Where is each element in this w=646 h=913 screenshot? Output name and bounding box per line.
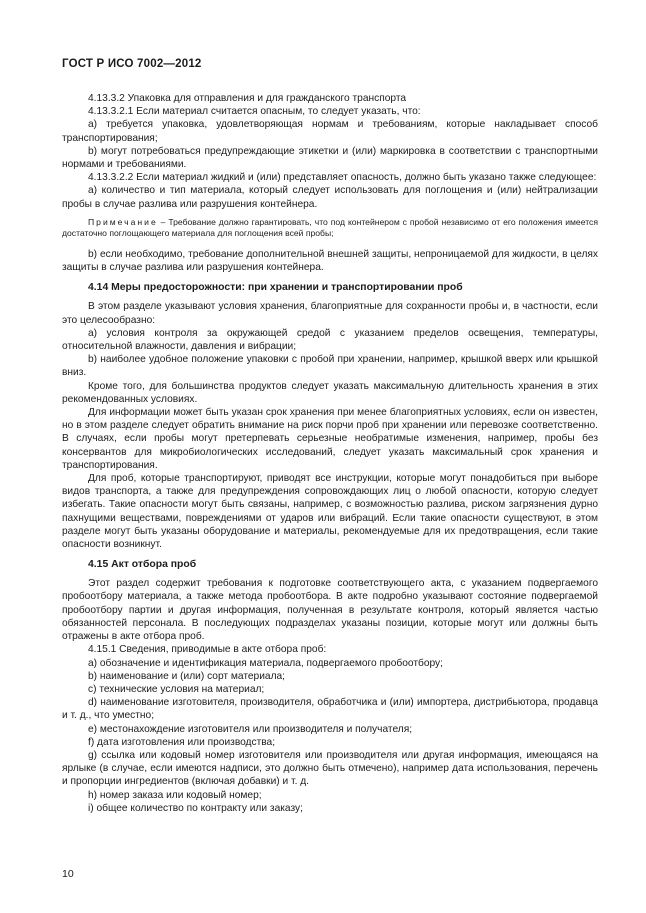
paragraph: 4.13.3.2.1 Если материал считается опасным, то следует указать, что: [88,106,421,118]
list-item: h) номер заказа или кодовый номер; [88,789,262,801]
note [62,217,598,240]
document-header: ГОСТ Р ИСО 7002—2012 [62,58,202,70]
paragraph: 4.13.3.2.2 Если материал жидкий и (или) представляет опасность, должно быть указано также следующее: [88,172,597,184]
list-item: a) количество и тип материала, который следует использовать для поглощения и (или) нейтрализации пробы в случае разлива или разрушения контейнера. [62,185,598,210]
list-item: d) наименование изготовителя, производителя, обработчика и (или) импортера, дистрибьютора, продавца и т. д., что уместно; [62,697,598,722]
list-item: g) ссылка или кодовый номер изготовителя или производителя или другая информация, имеющаяся на ярлыке (в случае, если имеются надписи, это должно быть отмечено), например дата использования, перечень и пропорции ингредиентов (включая добавки) и т. д. [62,749,598,788]
paragraph: Этот раздел содержит требования к подготовке соответствующего акта, с указанием подвергаемого пробоотбору материала, а также метода пробоотбора. В акте подробно указывают состояние подвергаемой пробоотбору партии и другая информация, полученная в результате контроля, который является частью обязанностей персонала. В последующих подразделах указаны позиции, которые могут или должны быть отражены в акте отбора проб. [62,578,598,643]
paragraph: Для информации может быть указан срок хранения при менее благоприятных условиях, если он известен, но в этом разделе следует обратить внимание на риск порчи проб при хранении или перевозке соответственно. В случаях, если пробы могут претерпевать серьезные необратимые изменения, например, пробы без консервантов для микробиологических исследований, следует указать максимальный срок хранения и транспортирования. [62,407,598,471]
list-item: b) если необходимо, требование дополнительной внешней защиты, непроницаемой для жидкости, в целях защиты в случае разлива или разрушения контейнера. [62,249,598,274]
section-heading-4-15: 4.15 Акт отбора проб [88,559,197,571]
list-item: f) дата изготовления или производства; [88,736,276,748]
note-text: – Требование должно гарантировать, что под контейнером с пробой независимо от его положения имеется достаточно поглощающего материала для поглощения всей пробы; [62,216,598,239]
list-item: b) могут потребоваться предупреждающие этикетки и (или) маркировка в соответствии с транспортными нормами и требованиями. [62,145,598,171]
list-item: e) местонахождение изготовителя или производителя и получателя; [88,723,413,735]
paragraph: Кроме того, для большинства продуктов следует указать максимальную длительность хранения в этих рекомендованных условиях. [62,380,598,405]
section-heading-4-14: 4.14 Меры предосторожности: при хранении и транспортировании проб [88,282,463,294]
list-item: c) технические условия на материал; [88,683,265,695]
paragraph: Для проб, которые транспортируют, приводят все инструкции, которые могут понадобиться при выборе видов транспорта, а также для предупреждения сопровождающих лиц о любой опасности, которую следует избегать. Такие опасности могут быть связаны, например, с возможностью разлива, риском загрязнения дурно пахнущими веществами, повреждениями от ударов или вибраций. Если такие опасности существуют, в этом разделе могут быть указаны оборудование и материалы, рекомендуемые для их предотвращения, если такие опасности возникнут. [62,473,598,551]
list-item: i) общее количество по контракту или заказу; [88,802,303,814]
paragraph: В этом разделе указывают условия хранения, благоприятные для сохранности пробы и, в частности, если это целесообразно: [62,301,598,326]
paragraph: 4.13.3.2 Упаковка для отправления и для гражданского транспорта [88,93,407,104]
page-number: 10 [62,868,74,880]
list-item: a) условия контроля за окружающей средой с указанием пределов освещения, температуры, относительной влажности, давления и вибрации; [62,327,598,353]
list-item: a) обозначение и идентификация материала, подвергаемого пробоотбору; [88,657,443,669]
list-item: b) наименование и (или) сорт материала; [88,670,286,682]
document-body [62,92,598,815]
list-item: a) требуется упаковка, удовлетворяющая нормам и требованиям, которые накладывает способ транспортирования; [62,119,598,144]
note-label: Примечание [88,216,158,227]
paragraph: 4.15.1 Сведения, приводимые в акте отбора проб: [88,644,327,656]
list-item: b) наиболее удобное положение упаковки с пробой при хранении, например, крышкой вверх или крышкой вниз. [62,354,598,379]
